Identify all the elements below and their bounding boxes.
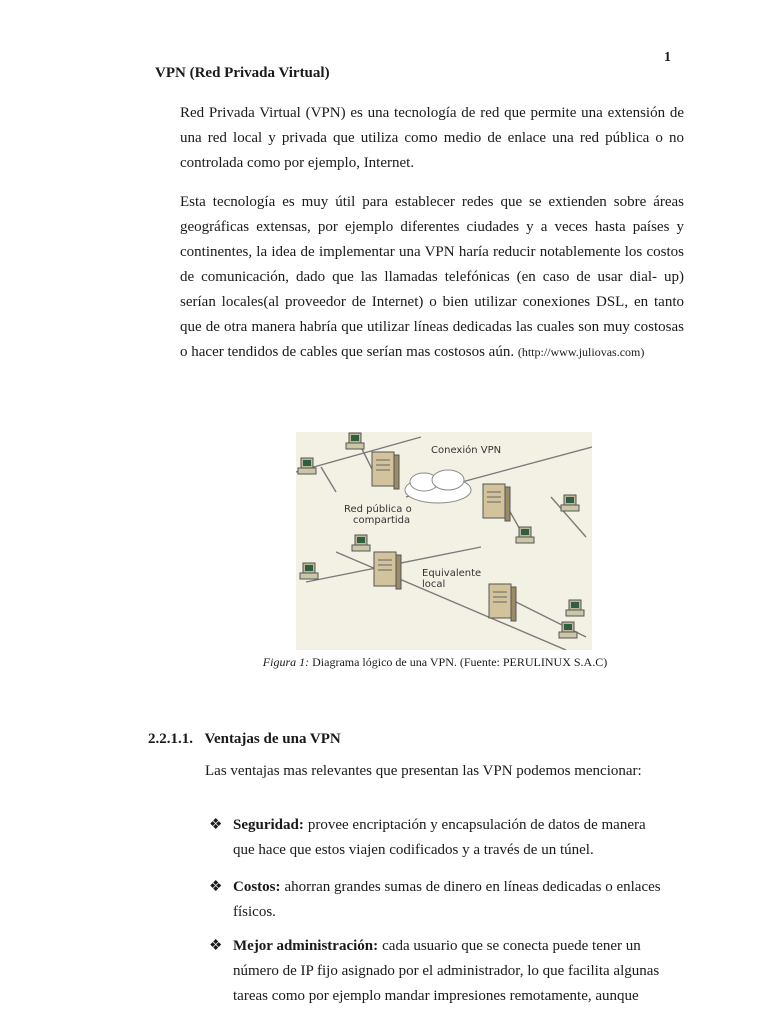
server-icon	[372, 452, 399, 489]
page-number: 1	[664, 50, 671, 65]
label-equivalent: local	[422, 579, 446, 590]
vpn-diagram	[296, 432, 592, 650]
list-item	[209, 875, 684, 925]
paragraph-line: Esta tecnología es muy útil para establecer redes que se extienden sobre áreas	[180, 194, 684, 210]
label-vpn-connection: Conexión VPN	[431, 445, 502, 456]
section-heading	[148, 731, 341, 748]
server-icon	[374, 552, 401, 589]
bullet-text: físicos.	[233, 904, 276, 920]
diamond-bullet-icon: ❖	[209, 817, 223, 833]
bullet-text: cada usuario que se conecta puede tener un	[382, 938, 641, 954]
pc-icon	[561, 495, 579, 511]
paragraph-line: tanto que de otra manera habría que utilizar líneas dedicadas las cuales son muy	[180, 294, 684, 335]
paragraph-line: Red Privada Virtual (VPN) es una tecnología de red que permite una	[180, 105, 603, 121]
bullet-text: provee encriptación y encapsulación de datos de manera	[307, 817, 646, 833]
cloud-icon	[405, 470, 471, 503]
paragraph-line: extensión de una red local y privada que utiliza como medio de enlace una red	[180, 105, 685, 146]
bullet-term: Costos:	[233, 879, 281, 895]
figure-caption-label: Figura 1:	[262, 655, 310, 669]
label-equivalent: Equivalente	[422, 568, 482, 579]
paragraph-line: costosas o hacer tendidos de cables que serían mas costosos aún.	[180, 319, 684, 360]
paragraph-line: up) serían locales(al proveedor de Internet) o bien utilizar conexiones DSL, en	[180, 269, 684, 310]
server-icon	[483, 484, 510, 521]
server-icon	[489, 584, 516, 621]
bullet-term: Mejor administración:	[233, 938, 379, 954]
network-lines	[296, 437, 592, 650]
paragraph-line: geográficas extensas, por ejemplo diferentes ciudades y a veces hasta países y	[180, 219, 684, 235]
pc-icon	[298, 458, 316, 474]
pc-icon	[516, 527, 534, 543]
diamond-bullet-icon: ❖	[209, 938, 223, 954]
pc-icon	[559, 622, 577, 638]
diamond-bullet-icon: ❖	[209, 879, 223, 895]
bullet-term: Seguridad:	[233, 817, 304, 833]
section-title: Ventajas de una VPN	[204, 731, 341, 747]
source-url: (http://www.juliovas.com)	[517, 345, 645, 359]
pc-icon	[300, 563, 318, 579]
figure-caption	[0, 655, 768, 670]
pc-icon	[346, 433, 364, 449]
bullet-text: ahorran grandes sumas de dinero en líneas dedicadas o enlaces	[284, 879, 661, 895]
bullet-text: que hace que estos viajen codificados y a través de un túnel.	[233, 842, 594, 858]
paragraph-line: continentes, la idea de implementar una VPN haría reducir notablemente los	[180, 244, 643, 260]
figure-caption-text: Diagrama lógico de una VPN. (Fuente: PERULINUX S.A.C)	[312, 655, 608, 669]
pc-icon	[566, 600, 584, 616]
paragraph-line: pública o no controlada como por ejemplo, Internet.	[180, 130, 685, 171]
list-item	[209, 934, 684, 1009]
pc-icon	[352, 535, 370, 551]
document-title: VPN (Red Privada Virtual)	[155, 65, 330, 81]
section-intro: Las ventajas mas relevantes que presentan las VPN podemos mencionar:	[205, 763, 642, 779]
bullet-text: tareas como por ejemplo mandar impresiones remotamente, aunque	[233, 988, 639, 1004]
label-public-network: Red pública o	[344, 504, 412, 515]
section-number: 2.2.1.1.	[148, 731, 193, 747]
label-public-network: compartida	[353, 515, 411, 526]
paragraph-line: costos de comunicación, dado que las llamadas telefónicas (en caso de usar dial-	[180, 244, 684, 285]
list-item	[209, 813, 684, 863]
paragraph-benefits	[180, 190, 684, 365]
paragraph-definition	[180, 101, 684, 176]
bullet-text: número de IP fijo asignado por el administrador, lo que facilita algunas	[233, 963, 660, 979]
